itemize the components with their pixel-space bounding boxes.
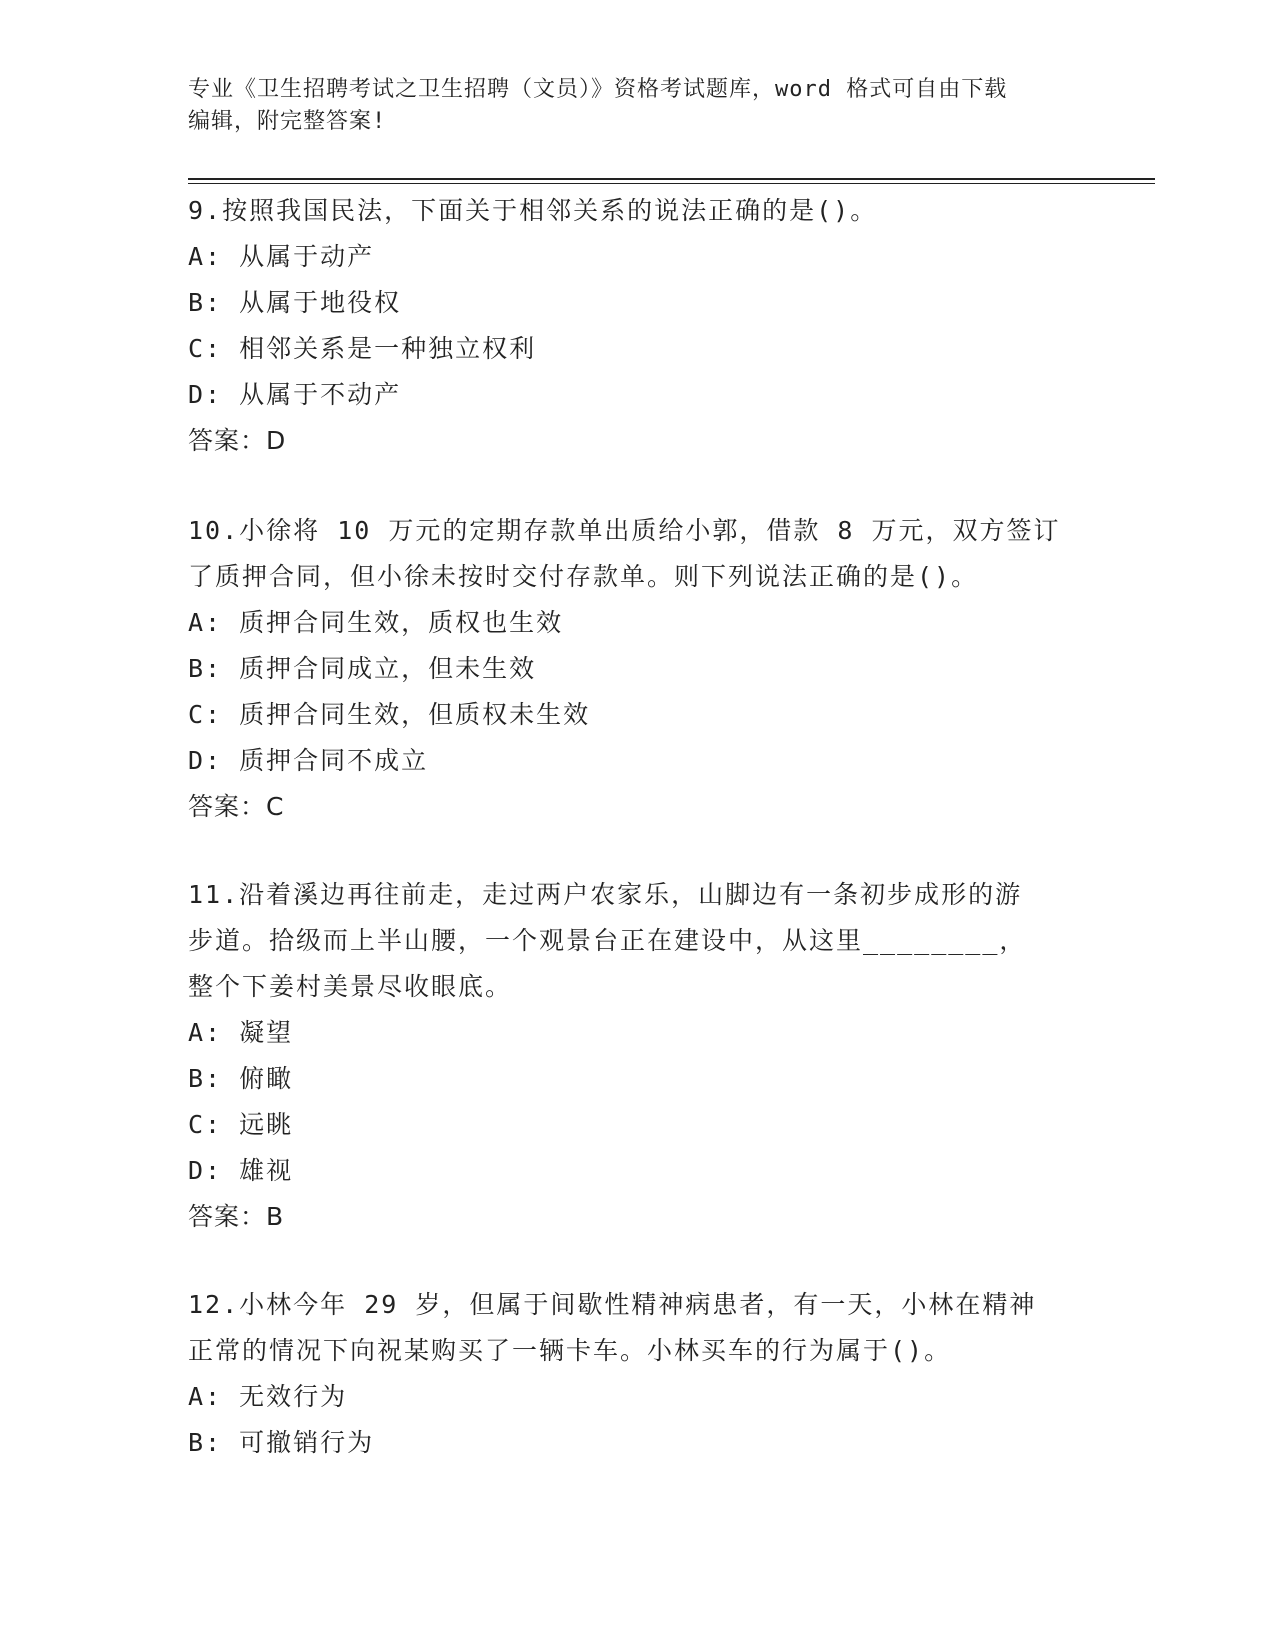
document-header bbox=[188, 74, 1088, 138]
option-d: D: 从属于不动产 bbox=[188, 380, 402, 409]
question-stem-line: 正常的情况下向祝某购买了一辆卡车。小林买车的行为属于()。 bbox=[188, 1336, 952, 1365]
option-d: D: 雄视 bbox=[188, 1156, 294, 1185]
answer-line: 答案：C bbox=[188, 792, 285, 821]
option-c: C: 远眺 bbox=[188, 1110, 294, 1139]
question-stem-line: 12.小林今年 29 岁，但属于间歇性精神病患者，有一天，小林在精神 bbox=[188, 1290, 1037, 1319]
question-stem-line: 9.按照我国民法，下面关于相邻关系的说法正确的是()。 bbox=[188, 196, 878, 225]
question-stem bbox=[188, 188, 1088, 234]
question-10 bbox=[188, 508, 1088, 830]
option-b: B: 可撤销行为 bbox=[188, 1428, 375, 1457]
option-a: A: 凝望 bbox=[188, 1018, 294, 1047]
question-11 bbox=[188, 872, 1088, 1240]
question-stem-line: 11.沿着溪边再往前走，走过两户农家乐，山脚边有一条初步成形的游 bbox=[188, 880, 1023, 909]
option-d: D: 质押合同不成立 bbox=[188, 746, 429, 775]
option-b: B: 从属于地役权 bbox=[188, 288, 402, 317]
answer-line: 答案：B bbox=[188, 1202, 285, 1231]
question-stem-line: 10.小徐将 10 万元的定期存款单出质给小郭，借款 8 万元，双方签订 bbox=[188, 516, 1061, 545]
question-stem bbox=[188, 1282, 1088, 1374]
question-stem-line: 整个下姜村美景尽收眼底。 bbox=[188, 972, 513, 1001]
option-a: A: 无效行为 bbox=[188, 1382, 348, 1411]
question-stem bbox=[188, 872, 1088, 1010]
answer-line: 答案：D bbox=[188, 426, 287, 455]
option-a: A: 质押合同生效，质权也生效 bbox=[188, 608, 564, 637]
header-divider-thick bbox=[188, 178, 1155, 180]
question-stem-line: 了质押合同，但小徐未按时交付存款单。则下列说法正确的是()。 bbox=[188, 562, 979, 591]
option-c: C: 相邻关系是一种独立权利 bbox=[188, 334, 537, 363]
header-line-1: 专业《卫生招聘考试之卫生招聘（文员）》资格考试题库，word 格式可自由下载 bbox=[188, 77, 1008, 102]
option-b: B: 质押合同成立，但未生效 bbox=[188, 654, 537, 683]
question-stem bbox=[188, 508, 1088, 600]
question-stem-line: 步道。拾级而上半山腰，一个观景台正在建设中，从这里________， bbox=[188, 926, 1027, 955]
option-c: C: 质押合同生效，但质权未生效 bbox=[188, 700, 591, 729]
option-a: A: 从属于动产 bbox=[188, 242, 375, 271]
option-b: B: 俯瞰 bbox=[188, 1064, 294, 1093]
header-line-2: 编辑，附完整答案! bbox=[188, 109, 387, 134]
question-12 bbox=[188, 1282, 1088, 1466]
header-divider-thin bbox=[188, 183, 1155, 184]
question-9 bbox=[188, 188, 1088, 464]
